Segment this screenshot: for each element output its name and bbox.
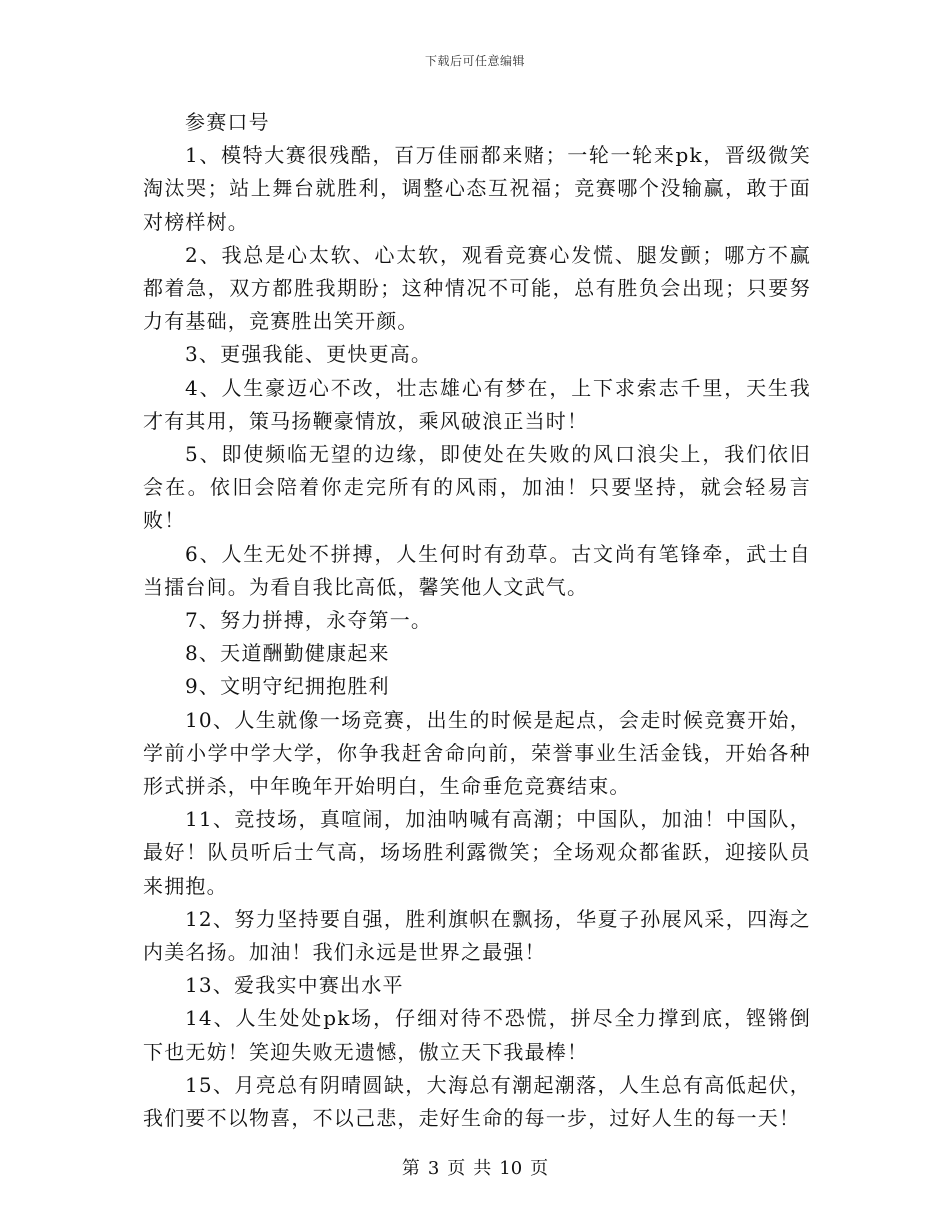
page-footer [0,1154,950,1180]
slogan-paragraph: 10、人生就像一场竞赛，出生的时候是起点，会走时候竞赛开始，学前小学中学大学，你争我赶舍命向前，荣誉事业生活金钱，开始各种形式拼杀，中年晚年开始明白，生命垂危竞赛结束。 [143,707,811,799]
slogan-paragraph: 1、模特大赛很残酷，百万佳丽都来赌；一轮一轮来pk，晋级微笑淘汰哭；站上舞台就胜利，调整心态互祝福；竞赛哪个没输赢，敢于面对榜样树。 [143,143,811,234]
page-label-total: 共 [473,1158,492,1179]
total-pages: 10 [499,1158,523,1179]
slogan-paragraph: 8、天道酬勤健康起来 [185,641,390,666]
page-label-suffix: 页 [530,1158,549,1179]
page-header: 下载后可任意编辑 [424,54,525,68]
slogan-paragraph: 4、人生豪迈心不改，壮志雄心有梦在，上下求索志千里，天生我才有其用，策马扬鞭豪情放，乘风破浪正当时！ [143,375,811,433]
slogan-paragraph: 9、文明守纪拥抱胜利 [185,674,390,699]
slogan-paragraph: 11、竞技场，真喧闹，加油呐喊有高潮；中国队，加油！中国队，最好！队员听后士气高，场场胜利露微笑；全场观众都雀跃，迎接队员来拥抱。 [143,807,811,898]
slogan-paragraph: 2、我总是心太软、心太软，观看竞赛心发慌、腿发颤；哪方不赢都着急，双方都胜我期盼；这种情况不可能，总有胜负会出现；只要努力有基础，竞赛胜出笑开颜。 [143,242,811,334]
page-label-prefix: 第 [401,1158,420,1179]
document-body [143,106,811,1135]
slogan-paragraph: 13、爱我实中赛出水平 [185,973,404,998]
slogan-paragraph: 5、即使频临无望的边缘，即使处在失败的风口浪尖上，我们依旧会在。依旧会陪着你走完所有的风雨，加油！只要坚持，就会轻易言败！ [143,442,811,533]
slogan-paragraph: 12、努力坚持要自强，胜利旗帜在飘扬，华夏子孙展风采，四海之内美名扬。加油！我们永远是世界之最强！ [143,906,811,965]
slogan-paragraph: 15、月亮总有阴晴圆缺，大海总有潮起潮落，人生总有高低起伏，我们要不以物喜，不以己悲，走好生命的每一步，过好人生的每一天！ [143,1072,811,1131]
page-number: 3 [427,1158,440,1179]
slogan-paragraph: 7、努力拼搏，永夺第一。 [185,608,433,633]
page-label-page: 页 [447,1158,466,1179]
slogan-paragraph: 6、人生无处不拼搏，人生何时有劲草。古文尚有笔锋牵，武士自当擂台间。为看自我比高低，馨笑他人文武气。 [143,541,811,599]
document-title: 参赛口号 [185,110,270,134]
slogan-paragraph: 3、更强我能、更快更高。 [185,342,433,367]
slogan-paragraph: 14、人生处处pk场，仔细对待不恐慌，拼尽全力撑到底，铿锵倒下也无妨！笑迎失败无遗憾，傲立天下我最棒！ [143,1006,811,1064]
